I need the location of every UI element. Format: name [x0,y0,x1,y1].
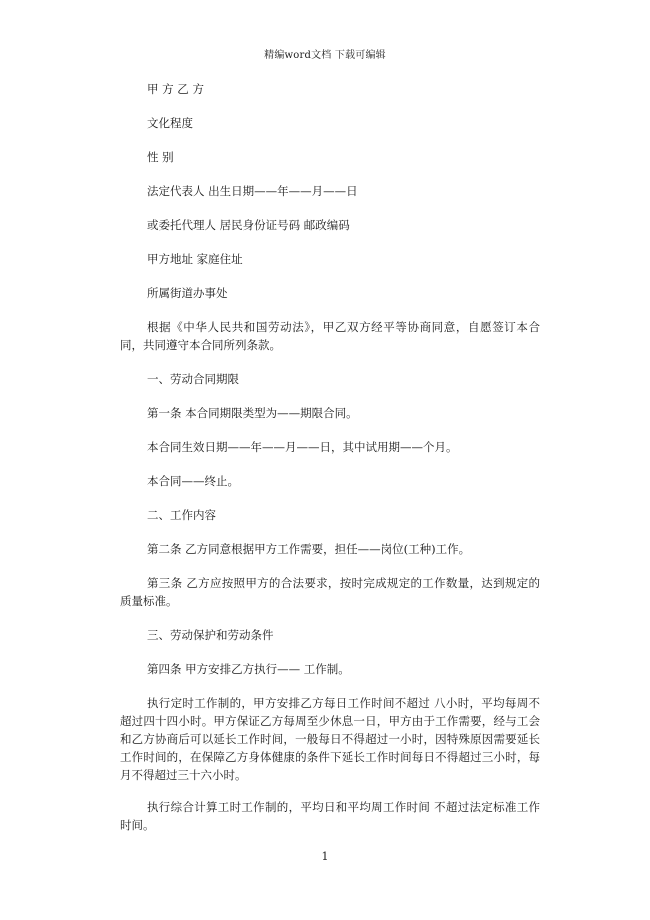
address-line: 甲方地址 家庭住址 [147,252,243,266]
article-3: 第三条 乙方应按照甲方的合法要求，按时完成规定的工作数量，达到规定的质量标准。 [120,576,540,608]
section-heading-protection: 三、劳动保护和劳动条件 [147,628,274,642]
gender-line: 性 别 [147,150,174,164]
legal-representative-line: 法定代表人 出生日期——年——月——日 [147,184,358,198]
article-2: 第二条 乙方同意根据甲方工作需要，担任——岗位(工种)工作。 [147,542,471,556]
comprehensive-hours-paragraph: 执行综合计算工时工作制的，平均日和平均周工作时间 不超过法定标准工作时间。 [120,800,540,832]
effective-date-line: 本合同生效日期——年——月——日，其中试用期——个月。 [147,440,458,454]
education-line: 文化程度 [147,116,193,130]
page-header: 精编word文档 下载可编辑 [264,50,386,61]
article-1: 第一条 本合同期限类型为——期限合同。 [147,406,358,420]
street-office-line: 所属街道办事处 [147,286,228,300]
page-number: 1 [321,850,329,863]
section-heading-term: 一、劳动合同期限 [147,372,239,386]
authorized-agent-line: 或委托代理人 居民身份证号码 邮政编码 [147,218,350,232]
article-4: 第四条 甲方安排乙方执行—— 工作制。 [147,662,350,676]
party-line: 甲 方 乙 方 [147,82,204,96]
section-heading-work: 二、工作内容 [147,508,216,522]
preamble-paragraph: 根据《中华人民共和国劳动法》，甲乙双方经平等协商同意，自愿签订本合同，共同遵守本合同所列条款。 [120,320,540,352]
fixed-hours-paragraph: 执行定时工作制的，甲方安排乙方每日工作时间不超过 八小时，平均每周不超过四十四小时。甲方保证乙方每周至少休息一日，甲方由于工作需要，经与工会和乙方协商后可以延长工作时间，一般每日不得超过一小时，因特殊原因需要延长工作时间的，在保障乙方身体健康的条件下延长工作时间每日不得超过三小时，每月不得超过三十六小时。 [120,696,540,782]
termination-line: 本合同——终止。 [147,474,239,488]
